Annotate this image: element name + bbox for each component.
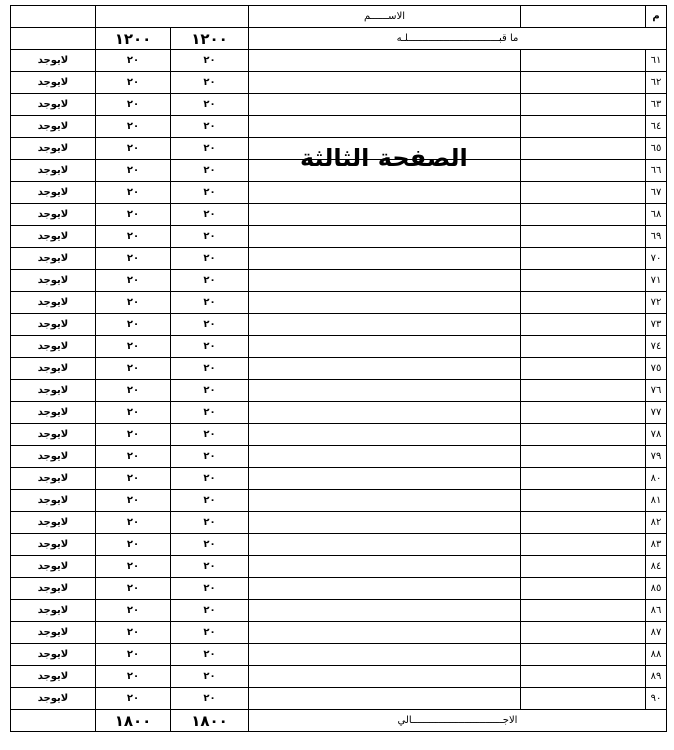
name-cell bbox=[249, 666, 521, 688]
name-cell bbox=[249, 534, 521, 556]
header-row-sub bbox=[11, 28, 667, 50]
extra-cell bbox=[521, 490, 646, 512]
row-number-cell: ٩٠ bbox=[646, 688, 667, 710]
status-cell: لايوجد bbox=[11, 72, 96, 94]
value-a-cell: ٢٠ bbox=[96, 50, 171, 72]
name-cell bbox=[249, 248, 521, 270]
extra-cell bbox=[521, 380, 646, 402]
extra-cell bbox=[521, 270, 646, 292]
status-cell: لايوجد bbox=[11, 248, 96, 270]
row-number-cell: ٦٢ bbox=[646, 72, 667, 94]
name-cell bbox=[249, 182, 521, 204]
status-cell: لايوجد bbox=[11, 204, 96, 226]
value-b-cell: ٢٠ bbox=[171, 336, 249, 358]
value-b-cell: ٢٠ bbox=[171, 512, 249, 534]
name-cell bbox=[249, 358, 521, 380]
row-number-cell: ٨٢ bbox=[646, 512, 667, 534]
name-cell bbox=[249, 622, 521, 644]
table-row bbox=[11, 248, 667, 270]
row-number-cell: ٧٩ bbox=[646, 446, 667, 468]
status-cell: لايوجد bbox=[11, 424, 96, 446]
name-cell bbox=[249, 314, 521, 336]
page-watermark: الصفحة الثالثة bbox=[300, 144, 468, 172]
name-cell bbox=[249, 446, 521, 468]
status-cell: لايوجد bbox=[11, 666, 96, 688]
value-a-cell: ٢٠ bbox=[96, 182, 171, 204]
header-name-cell: الاســــــم bbox=[249, 6, 521, 28]
table-row bbox=[11, 556, 667, 578]
table-row bbox=[11, 336, 667, 358]
status-cell: لايوجد bbox=[11, 336, 96, 358]
table-row bbox=[11, 226, 667, 248]
value-a-cell: ٢٠ bbox=[96, 446, 171, 468]
row-number-cell: ٨٨ bbox=[646, 644, 667, 666]
name-cell bbox=[249, 644, 521, 666]
ledger-sheet bbox=[10, 5, 666, 732]
extra-cell bbox=[521, 204, 646, 226]
value-b-cell: ٢٠ bbox=[171, 402, 249, 424]
ledger-table bbox=[10, 5, 667, 732]
extra-cell bbox=[521, 50, 646, 72]
value-b-cell: ٢٠ bbox=[171, 578, 249, 600]
status-cell: لايوجد bbox=[11, 292, 96, 314]
row-number-cell: ٦٦ bbox=[646, 160, 667, 182]
table-row bbox=[11, 72, 667, 94]
extra-cell bbox=[521, 138, 646, 160]
value-b-cell: ٢٠ bbox=[171, 380, 249, 402]
table-row bbox=[11, 666, 667, 688]
value-b-cell: ٢٠ bbox=[171, 182, 249, 204]
extra-cell bbox=[521, 468, 646, 490]
extra-cell bbox=[521, 578, 646, 600]
row-number-cell: ٨٠ bbox=[646, 468, 667, 490]
name-cell bbox=[249, 512, 521, 534]
extra-cell bbox=[521, 336, 646, 358]
value-b-cell: ٢٠ bbox=[171, 138, 249, 160]
value-b-cell: ٢٠ bbox=[171, 556, 249, 578]
status-cell: لايوجد bbox=[11, 160, 96, 182]
value-b-cell: ٢٠ bbox=[171, 622, 249, 644]
value-b-cell: ٢٠ bbox=[171, 160, 249, 182]
value-a-cell: ٢٠ bbox=[96, 666, 171, 688]
status-cell: لايوجد bbox=[11, 688, 96, 710]
status-cell: لايوجد bbox=[11, 556, 96, 578]
extra-cell bbox=[521, 116, 646, 138]
extra-cell bbox=[521, 226, 646, 248]
name-cell bbox=[249, 424, 521, 446]
header-status-cell bbox=[11, 6, 96, 28]
extra-cell bbox=[521, 402, 646, 424]
extra-cell bbox=[521, 314, 646, 336]
value-a-cell: ٢٠ bbox=[96, 490, 171, 512]
header-num-cell: م bbox=[646, 6, 667, 28]
table-row bbox=[11, 512, 667, 534]
value-a-cell: ٢٠ bbox=[96, 204, 171, 226]
value-a-cell: ٢٠ bbox=[96, 534, 171, 556]
row-number-cell: ٧٧ bbox=[646, 402, 667, 424]
table-row bbox=[11, 50, 667, 72]
row-number-cell: ٨٣ bbox=[646, 534, 667, 556]
row-number-cell: ٦٧ bbox=[646, 182, 667, 204]
total-status-cell bbox=[11, 710, 96, 732]
table-row bbox=[11, 116, 667, 138]
name-cell bbox=[249, 204, 521, 226]
value-b-cell: ٢٠ bbox=[171, 248, 249, 270]
row-number-cell: ٨٦ bbox=[646, 600, 667, 622]
table-row bbox=[11, 270, 667, 292]
name-cell bbox=[249, 578, 521, 600]
extra-cell bbox=[521, 644, 646, 666]
value-a-cell: ٢٠ bbox=[96, 336, 171, 358]
row-number-cell: ٧٠ bbox=[646, 248, 667, 270]
status-cell: لايوجد bbox=[11, 314, 96, 336]
name-cell bbox=[249, 50, 521, 72]
extra-cell bbox=[521, 666, 646, 688]
row-number-cell: ٦٥ bbox=[646, 138, 667, 160]
name-cell bbox=[249, 94, 521, 116]
row-number-cell: ٨٩ bbox=[646, 666, 667, 688]
value-a-cell: ٢٠ bbox=[96, 644, 171, 666]
status-cell: لايوجد bbox=[11, 402, 96, 424]
name-cell bbox=[249, 270, 521, 292]
total-value-b: ١٨٠٠ bbox=[171, 710, 249, 732]
value-a-cell: ٢٠ bbox=[96, 688, 171, 710]
extra-cell bbox=[521, 556, 646, 578]
name-cell bbox=[249, 556, 521, 578]
row-number-cell: ٨٧ bbox=[646, 622, 667, 644]
header-extra-cell bbox=[521, 6, 646, 28]
status-cell: لايوجد bbox=[11, 94, 96, 116]
status-cell: لايوجد bbox=[11, 270, 96, 292]
name-cell bbox=[249, 72, 521, 94]
value-b-cell: ٢٠ bbox=[171, 644, 249, 666]
status-cell: لايوجد bbox=[11, 380, 96, 402]
value-b-cell: ٢٠ bbox=[171, 424, 249, 446]
status-cell: لايوجد bbox=[11, 534, 96, 556]
table-row bbox=[11, 534, 667, 556]
extra-cell bbox=[521, 600, 646, 622]
extra-cell bbox=[521, 446, 646, 468]
extra-cell bbox=[521, 72, 646, 94]
name-cell bbox=[249, 688, 521, 710]
status-cell: لايوجد bbox=[11, 226, 96, 248]
value-a-cell: ٢٠ bbox=[96, 248, 171, 270]
table-row bbox=[11, 424, 667, 446]
value-a-cell: ٢٠ bbox=[96, 270, 171, 292]
value-a-cell: ٢٠ bbox=[96, 622, 171, 644]
status-cell: لايوجد bbox=[11, 446, 96, 468]
table-row bbox=[11, 204, 667, 226]
table-row bbox=[11, 292, 667, 314]
extra-cell bbox=[521, 622, 646, 644]
table-row bbox=[11, 688, 667, 710]
value-b-cell: ٢٠ bbox=[171, 116, 249, 138]
name-cell bbox=[249, 336, 521, 358]
name-cell bbox=[249, 292, 521, 314]
value-a-cell: ٢٠ bbox=[96, 116, 171, 138]
carried-value-b: ١٢٠٠ bbox=[171, 28, 249, 50]
row-number-cell: ٧٥ bbox=[646, 358, 667, 380]
row-number-cell: ٧٢ bbox=[646, 292, 667, 314]
extra-cell bbox=[521, 358, 646, 380]
value-b-cell: ٢٠ bbox=[171, 314, 249, 336]
name-cell bbox=[249, 490, 521, 512]
value-a-cell: ٢٠ bbox=[96, 600, 171, 622]
carried-value-a: ١٢٠٠ bbox=[96, 28, 171, 50]
status-cell: لايوجد bbox=[11, 600, 96, 622]
status-cell: لايوجد bbox=[11, 116, 96, 138]
table-row bbox=[11, 182, 667, 204]
table-row bbox=[11, 380, 667, 402]
table-row bbox=[11, 490, 667, 512]
value-a-cell: ٢٠ bbox=[96, 468, 171, 490]
value-b-cell: ٢٠ bbox=[171, 468, 249, 490]
row-number-cell: ٦١ bbox=[646, 50, 667, 72]
value-b-cell: ٢٠ bbox=[171, 50, 249, 72]
table-row bbox=[11, 446, 667, 468]
row-number-cell: ٨٥ bbox=[646, 578, 667, 600]
value-a-cell: ٢٠ bbox=[96, 160, 171, 182]
table-row bbox=[11, 468, 667, 490]
extra-cell bbox=[521, 512, 646, 534]
sub-status-cell bbox=[11, 28, 96, 50]
value-b-cell: ٢٠ bbox=[171, 490, 249, 512]
status-cell: لايوجد bbox=[11, 182, 96, 204]
row-number-cell: ٨١ bbox=[646, 490, 667, 512]
value-b-cell: ٢٠ bbox=[171, 204, 249, 226]
extra-cell bbox=[521, 534, 646, 556]
value-a-cell: ٢٠ bbox=[96, 402, 171, 424]
extra-cell bbox=[521, 182, 646, 204]
row-number-cell: ٧٤ bbox=[646, 336, 667, 358]
value-a-cell: ٢٠ bbox=[96, 314, 171, 336]
table-row bbox=[11, 578, 667, 600]
value-b-cell: ٢٠ bbox=[171, 358, 249, 380]
value-b-cell: ٢٠ bbox=[171, 600, 249, 622]
row-number-cell: ٧٦ bbox=[646, 380, 667, 402]
name-cell bbox=[249, 116, 521, 138]
status-cell: لايوجد bbox=[11, 358, 96, 380]
status-cell: لايوجد bbox=[11, 644, 96, 666]
status-cell: لايوجد bbox=[11, 50, 96, 72]
value-a-cell: ٢٠ bbox=[96, 424, 171, 446]
carried-label: ما قبـــــــــــــــــــــــــــــــلـه bbox=[249, 28, 667, 50]
table-row bbox=[11, 600, 667, 622]
status-cell: لايوجد bbox=[11, 468, 96, 490]
status-cell: لايوجد bbox=[11, 512, 96, 534]
value-a-cell: ٢٠ bbox=[96, 578, 171, 600]
value-b-cell: ٢٠ bbox=[171, 270, 249, 292]
name-cell bbox=[249, 468, 521, 490]
value-a-cell: ٢٠ bbox=[96, 292, 171, 314]
name-cell bbox=[249, 600, 521, 622]
value-a-cell: ٢٠ bbox=[96, 512, 171, 534]
value-a-cell: ٢٠ bbox=[96, 358, 171, 380]
value-b-cell: ٢٠ bbox=[171, 94, 249, 116]
name-cell bbox=[249, 226, 521, 248]
total-label: الاجـــــــــــــــــــــــــــــــالي bbox=[249, 710, 667, 732]
row-number-cell: ٦٤ bbox=[646, 116, 667, 138]
row-number-cell: ٧١ bbox=[646, 270, 667, 292]
table-row bbox=[11, 644, 667, 666]
value-b-cell: ٢٠ bbox=[171, 446, 249, 468]
value-a-cell: ٢٠ bbox=[96, 72, 171, 94]
value-a-cell: ٢٠ bbox=[96, 556, 171, 578]
extra-cell bbox=[521, 424, 646, 446]
name-cell bbox=[249, 380, 521, 402]
table-row bbox=[11, 358, 667, 380]
table-row bbox=[11, 94, 667, 116]
total-value-a: ١٨٠٠ bbox=[96, 710, 171, 732]
value-a-cell: ٢٠ bbox=[96, 380, 171, 402]
table-row bbox=[11, 622, 667, 644]
row-number-cell: ٨٤ bbox=[646, 556, 667, 578]
status-cell: لايوجد bbox=[11, 490, 96, 512]
extra-cell bbox=[521, 94, 646, 116]
row-number-cell: ٦٨ bbox=[646, 204, 667, 226]
row-number-cell: ٦٩ bbox=[646, 226, 667, 248]
value-b-cell: ٢٠ bbox=[171, 226, 249, 248]
value-a-cell: ٢٠ bbox=[96, 138, 171, 160]
table-row bbox=[11, 402, 667, 424]
extra-cell bbox=[521, 160, 646, 182]
row-number-cell: ٧٨ bbox=[646, 424, 667, 446]
ledger-body bbox=[11, 6, 667, 732]
value-b-cell: ٢٠ bbox=[171, 534, 249, 556]
table-row bbox=[11, 314, 667, 336]
value-b-cell: ٢٠ bbox=[171, 666, 249, 688]
header-values-group bbox=[96, 6, 249, 28]
extra-cell bbox=[521, 292, 646, 314]
total-row bbox=[11, 710, 667, 732]
status-cell: لايوجد bbox=[11, 138, 96, 160]
value-a-cell: ٢٠ bbox=[96, 94, 171, 116]
status-cell: لايوجد bbox=[11, 578, 96, 600]
extra-cell bbox=[521, 248, 646, 270]
value-b-cell: ٢٠ bbox=[171, 688, 249, 710]
value-b-cell: ٢٠ bbox=[171, 292, 249, 314]
row-number-cell: ٧٣ bbox=[646, 314, 667, 336]
name-cell bbox=[249, 402, 521, 424]
value-a-cell: ٢٠ bbox=[96, 226, 171, 248]
value-b-cell: ٢٠ bbox=[171, 72, 249, 94]
extra-cell bbox=[521, 688, 646, 710]
row-number-cell: ٦٣ bbox=[646, 94, 667, 116]
status-cell: لايوجد bbox=[11, 622, 96, 644]
